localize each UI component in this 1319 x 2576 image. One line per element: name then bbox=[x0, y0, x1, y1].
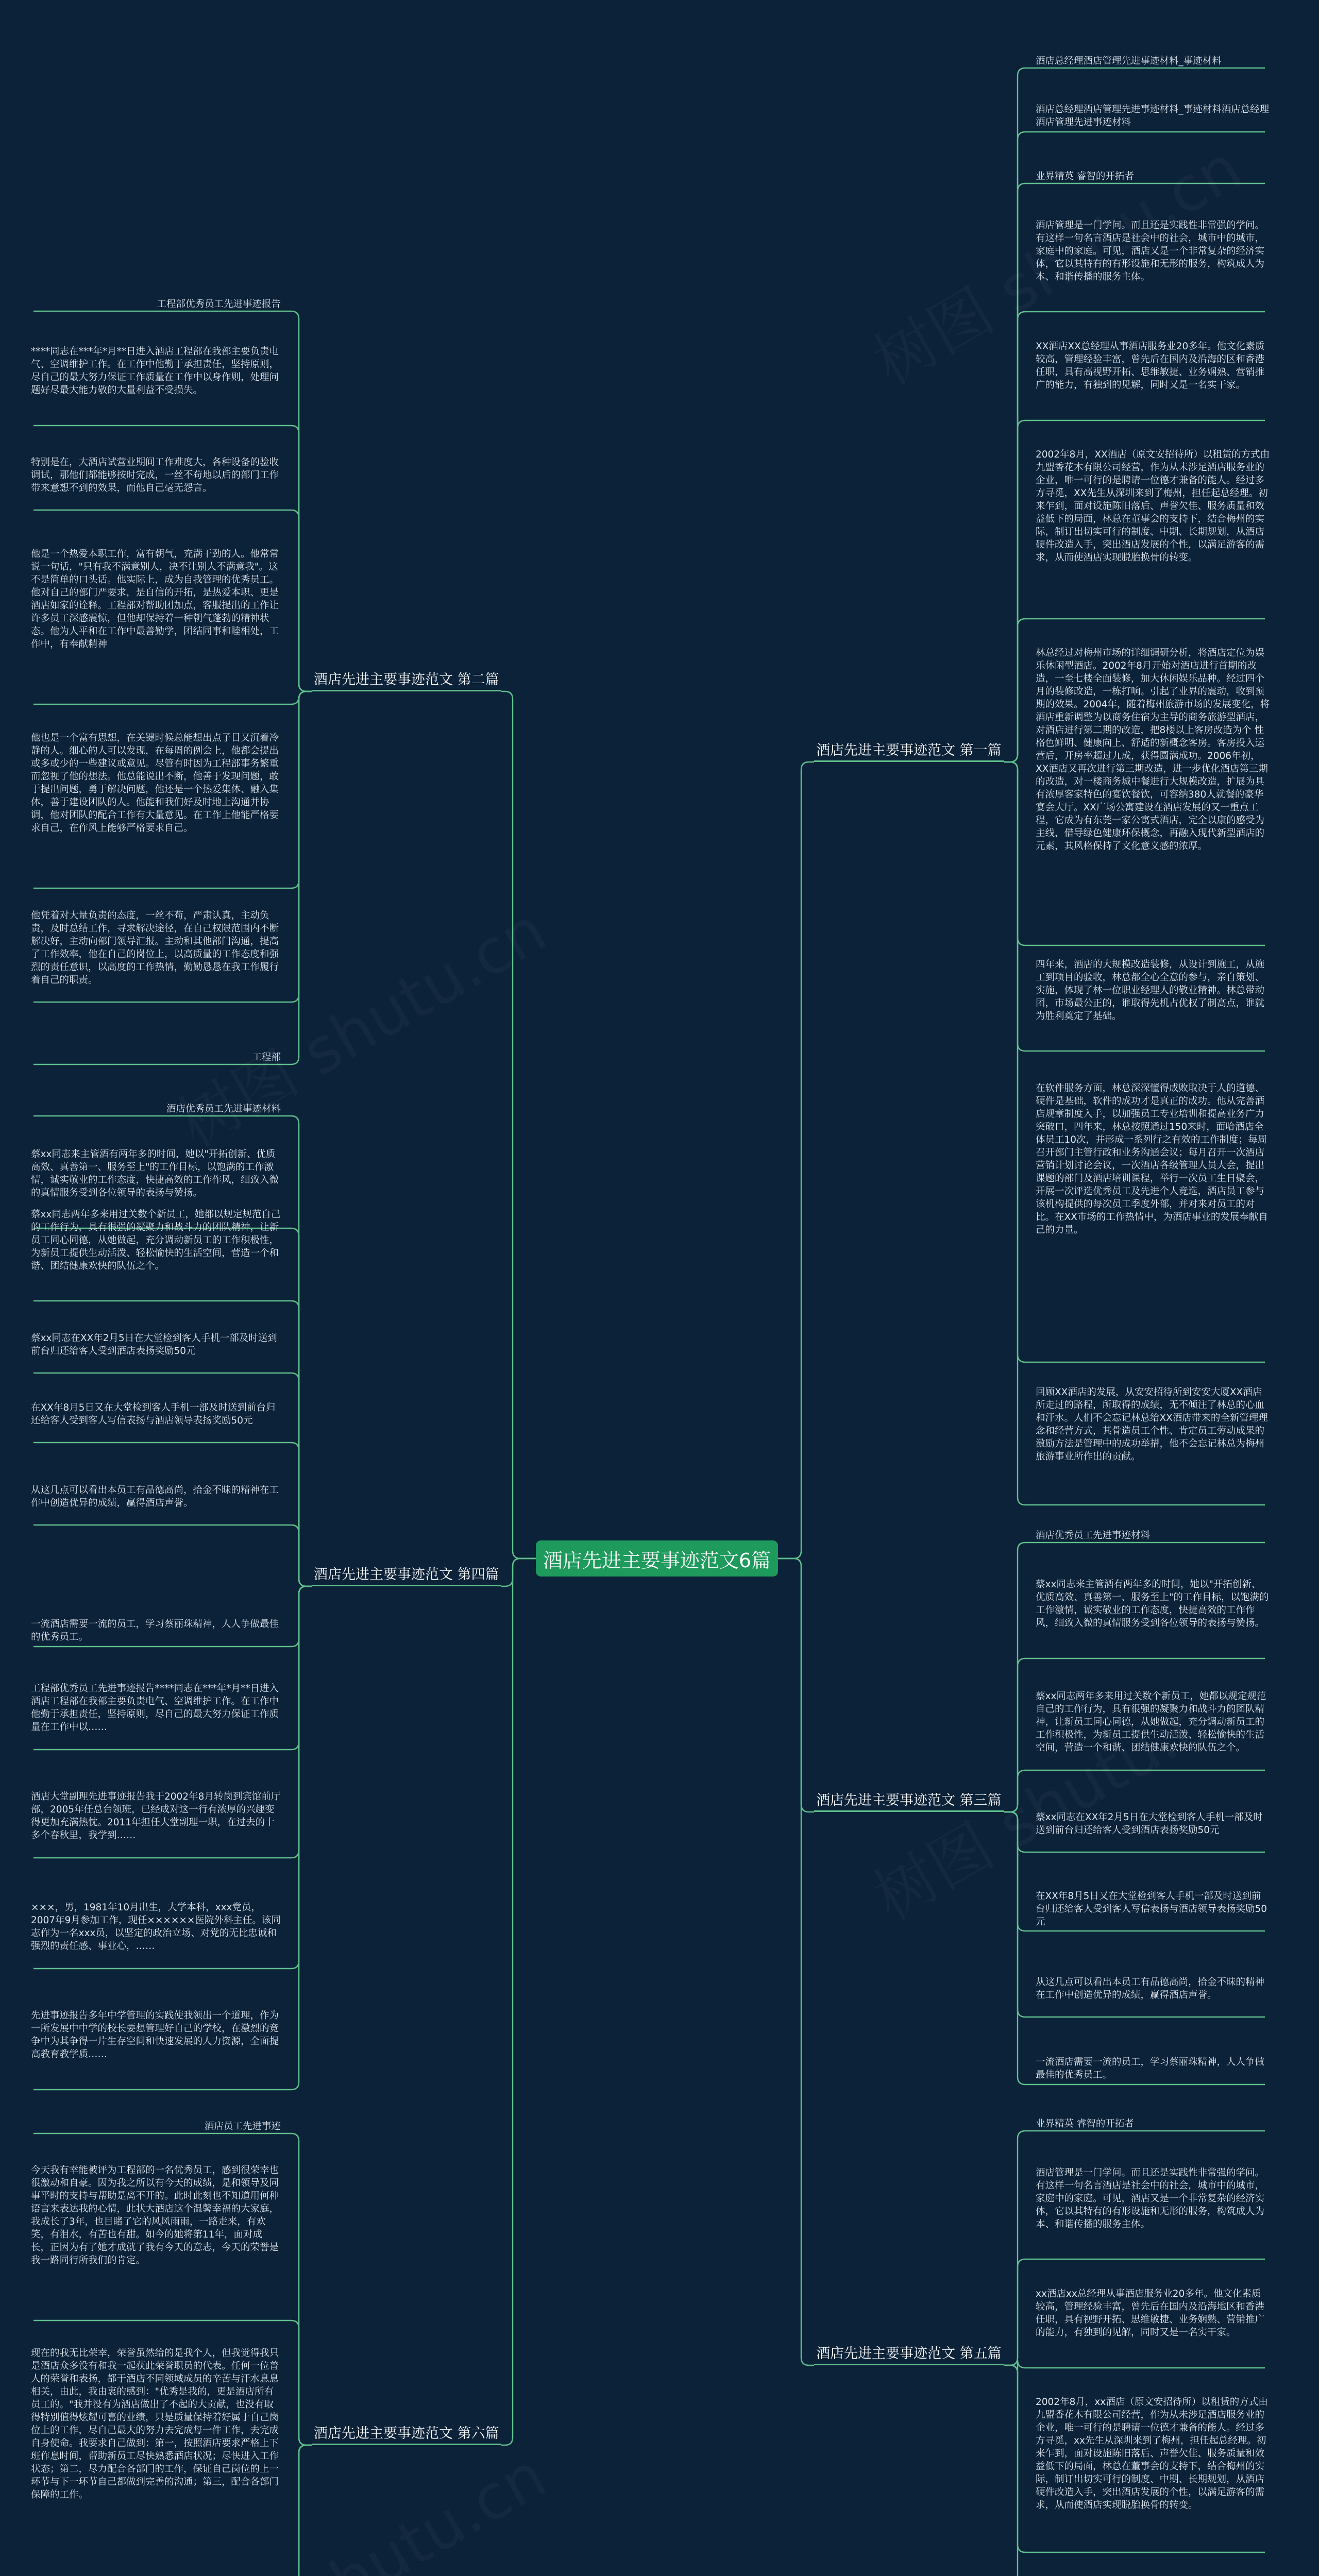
leaf-text: 酒店总经理酒店管理先进事迹材料_事迹材料 bbox=[1036, 56, 1222, 66]
branch-left-3[interactable]: 酒店先进主要事迹范文 第六篇 bbox=[312, 2425, 501, 2445]
leaf-text: 酒店总经理酒店管理先进事迹材料_事迹材料酒店总经理酒店管理先进事迹材料 bbox=[1036, 104, 1270, 128]
leaf-text: 酒店大堂副理先进事迹报告我于2002年8月转岗到宾馆前厅部，2005年任总台领班，已经成对这一行有浓厚的兴趣变得更加充满热忱。2011年担任大堂副理一职，在过去的十多个春秋里，我学到…… bbox=[31, 1791, 281, 1841]
leaf-text: 在软件服务方面，林总深深懂得成败取决于人的道德、硬件是基础，软件的成功才是真正的成功。他从完善酒店规章制度入手，以加强员工专业培训和提高业务广力突破口，四年来，林总按照通过150来时，面哈酒店全体员工10次，并形成一系列行之有效的工作制度；每周召开部门主管行政和业务沟通会议；每月召开一次酒店营销计划讨论会议，一次酒店各级管理人员大会，提出课题的部门及酒店培训课程，举行一次员工生日聚会，开展一次评选优秀员工及先进个人竞选，酒店员工参与该机构提供的每次员工季度外部，并对来对员工的对比。在XX市场的工作热情中，为酒店事业的发展奉献自己的力量。 bbox=[1036, 1083, 1268, 1235]
branch-right-2[interactable]: 酒店先进主要事迹范文 第三篇 bbox=[814, 1792, 1004, 1812]
leaf-text: 一流酒店需要一流的员工，学习蔡丽珠精神，人人争做最佳的优秀员工。 bbox=[31, 1619, 279, 1642]
leaf-text: 蔡xx同志来主管酒有两年多的时间，她以"开拓创新、优质高效、真善第一、服务至上"的工作目标，以饱满的工作激情，诚实敬业的工作态度，快捷高效的工作作风，细致入微的真情服务受到各位领导的表扬与赞扬。 bbox=[1036, 1579, 1269, 1629]
leaf-text: 特别是在，大酒店试营业期间工作难度大，各种设备的验收调试，那他们都能够按时完成，一丝不苟地以后的部门工作带来意想不到的效果，而他自己毫无怨言。 bbox=[31, 457, 279, 494]
leaf-text: 在XX年8月5日又在大堂检到客人手机一部及时送到前台归还给客人受到客人写信表扬与酒店领导表扬奖励50元 bbox=[31, 1402, 276, 1426]
branch-left-1[interactable]: 酒店先进主要事迹范文 第二篇 bbox=[312, 671, 501, 691]
leaf-text: 酒店管理是一门学问。而且还是实践性非常强的学问。有这样一句名言酒店是社会中的社会，城市中的城市，家庭中的家庭。可见，酒店又是一个非常复杂的经济实体，它以其特有的有形设施和无形的服务，构筑成人为本、和谐传播的服务主体。 bbox=[1036, 220, 1265, 282]
leaf-text: 四年来，酒店的大规模改造装修，从设计到施工，从施工到项目的验收，林总都全心全意的参与，亲自策划、实施，体现了林一位职业经理人的敬业精神。林总带动团，市场最公正的，谁取得先机占优权了制高点，谁就为胜利奠定了基础。 bbox=[1036, 959, 1265, 1022]
leaf-text: XX酒店XX总经理从事酒店服务业20多年。他文化素质较高，管理经验丰富，曾先后在国内及沿海的区和香港任职，具有高视野开拓、思维敏捷、业务娴熟、营销推广的能力，有独到的见解，同时又是一名实干家。 bbox=[1036, 341, 1265, 391]
branch-connector bbox=[501, 1558, 536, 1586]
leaf-text: 工程部优秀员工先进事迹报告 bbox=[157, 299, 281, 310]
leaf-text: 2002年8月，XX酒店（原文安招待所）以租赁的方式由九盟香花木有限公司经营，作为从未涉足酒店服务业的企业，唯一可行的是聘请一位德才兼备的能人。经过多方寻觅，XX先生从深圳来到了梅州，担任起总经理。初来乍到，面对设施陈旧落后、声誉欠佳、服务质量和效益低下的局面，林总在董事会的支持下，结合梅州的实际，制订出切实可行的制度、中期、长期规划，从酒店硬件改造入手，突出酒店发展的个性，以满足游客的需求，从而使酒店实现脱胎换骨的转变。 bbox=[1036, 449, 1270, 563]
leaf-text: ×××，男，1981年10月出生，大学本科，xxx党员，2007年9月参加工作，现任××××××医院外科主任。该同志作为一名xxx员，以坚定的政治立场、对党的无比忠诚和强烈的责任感、事业心，…… bbox=[31, 1902, 281, 1952]
leaf-text: 酒店优秀员工先进事迹材料 bbox=[166, 1104, 281, 1114]
branch-connector bbox=[778, 1558, 814, 2365]
branch-right-3[interactable]: 酒店先进主要事迹范文 第五篇 bbox=[814, 2345, 1004, 2365]
branch-connector bbox=[778, 1558, 814, 1812]
leaf-text: 先进事迹报告多年中学管理的实践使我领出一个道理，作为一所发展中中学的校长要想管理好自己的学校，在激烈的竞争中为其争得一片生存空间和快速发展的人力资源，全面提高教育教学质…… bbox=[31, 2010, 279, 2060]
leaf-text: 蔡xx同志两年多来用过关数个新员工，她都以规定规范自己的工作行为，具有很强的凝聚力和战斗力的团队精神，让新员工同心同德，从她做起，充分调动新员工的工作积极性，为新员工提供生动活泼、轻松愉快的生活空间，营造一个和谐、团结健康欢快的队伍之个。 bbox=[1036, 1691, 1266, 1753]
leaf-connector bbox=[33, 1525, 312, 1586]
leaf-text: 他也是一个富有思想，在关键时候总能想出点子目又沉着冷静的人。细心的人可以发现，在每周的例会上，他都会提出或多或少的一些建议或意见。尽管有时因为工程部事务繁重而忽视了他的想法。他总能说出不断，他善于发现问题，敢于提出问题，勇于解决问题，他还是一个热爱集体、融入集体，善于建设团队的人。他能和我们好及时地上沟通并协调，他对团队的配合工作有大量意见。在工作上他能严格要求自己，在作风上能够严格要求自己。 bbox=[31, 733, 279, 834]
leaf-text: 酒店管理是一门学问。而且还是实践性非常强的学问。有这样一句名言酒店是社会中的社会，城市中的城市，家庭中的家庭。可见，酒店又是一个非常复杂的经济实体，它以其特有的有形设施和无形的服务，构筑成人为本、和谐传播的服务主体。 bbox=[1036, 2167, 1265, 2230]
branch-connector bbox=[501, 691, 536, 1558]
leaf-text: 在XX年8月5日又在大堂检到客人手机一部及时送到前台归还给客人受到客人写信表扬与酒店领导表扬奖励50元 bbox=[1036, 1891, 1267, 1927]
leaf-text: 林总经过对梅州市场的详细调研分析，将酒店定位为娱乐休闲型酒店。2002年8月开始对酒店进行首期的改造，一至七楼全面装修，加大休闲娱乐品种。经过四个月的装修改造，一栋打响。引起了业界的震动，收到预期的效果。2004年，随着梅州旅游市场的发展变化，将酒店重新调整为以商务住宿为主导的商务旅游型酒店，对酒店进行第二期的改造，把8楼以上客房改造为个 性格色鲜明、健康向上、舒适的新概念客房。客房投入运营后，开房率超过九成，获得圆满成功。2006年初，XX酒店又再次进行第三期改造，进一步优化酒店第三期的改造，对一楼商务城中餐进行大规模改造，扩展为具有浓厚客家特色的宴饮餐饮，可容纳380人就餐的豪华宴会大厅。XX广场公寓建设在酒店发展的又一重点工程，它成为有东莞一家公寓式酒店，完全以康的感受为主线，借导绿色健康环保概念，再融入现代新型酒店的元素，其风格保持了文化意义感的浓厚。 bbox=[1036, 648, 1270, 852]
leaf-text: 蔡xx同志来主管酒有两年多的时间，她以"开拓创新、优质高效、真善第一、服务至上"的工作目标，以饱满的工作激情，诚实敬业的工作态度，快捷高效的工作作风，细致入微的真情服务受到各位领导的表扬与赞扬。 bbox=[31, 1149, 279, 1198]
leaf-text: 从这几点可以看出本员工有品德高尚，拾金不昧的精神在工作中创造优异的成绩，赢得酒店声誉。 bbox=[1036, 1977, 1265, 2001]
leaf-text: 蔡xx同志在XX年2月5日在大堂检到客人手机一部及时送到前台归还给客人受到酒店表扬奖励50元 bbox=[31, 1333, 277, 1357]
leaf-text: 从这几点可以看出本员工有品德高尚，拾金不昧的精神在工作中创造优异的成绩，赢得酒店声誉。 bbox=[31, 1485, 279, 1509]
leaf-text: 业界精英 睿智的开拓者 bbox=[1036, 171, 1134, 182]
leaf-text: 现在的我无比荣幸，荣誉虽然给的是我个人，但我觉得我只是酒店众多没有和我一起获此荣誉职员的代表。任何一位普人的荣誉和表扬，都于酒店不同领域成员的辛苦与汗水息息相关，由此，我由衷的感到："优秀是我的，更是酒店所有员工的。"我并没有为酒店做出了不起的大贡献，也没有取得特别值得炫耀可喜的业绩，只是质量保持着好属于自己岗位上的工作，尽自己最大的努力去完成每一件工作，去完成自身使命。我要求自己做到：第一，按照酒店要求严格上下班作息时间，帮助新员工尽快熟悉酒店状况；尽快进入工作状态；第二，尽力配合各部门的工作，保证自己岗位的上一环节与下一环节自己都做到完善的沟通；第三，配合各部门保障的工作。 bbox=[31, 2348, 279, 2500]
leaf-text: 业界精英 睿智的开拓者 bbox=[1036, 2119, 1134, 2129]
leaf-text: 回顾XX酒店的发展，从安安招待所到安安大厦XX酒店所走过的路程，所取得的成绩，无不倾注了林总的心血和汗水。人们不会忘记林总给XX酒店带来的全新管理理念和经营方式，其骨造员工个性、肯定员工劳动成果的激励方法是管理中的成功举措，他不会忘记林总为梅州旅游事业所作出的贡献。 bbox=[1036, 1387, 1268, 1462]
leaf-text: 酒店员工先进事迹 bbox=[204, 2121, 281, 2132]
leaf-text: 他是一个热爱本职工作，富有朝气，充满干劲的人。他常常说一句话，"只有我不满意别人，决不让别人不满意我"。这不是简单的口头话。他实际上，成为自我管理的优秀员工。他对自己的部门严要求，是自信的开拓，是热爱本职、更是酒店如家的诠释。工程部对帮助团加点，客服提出的工作让许多员工深感震惊，但他却保持着一种朝气蓬勃的精神状态。他为人平和在工作中最善勤学，团结同事和睦相处，工作中，有奉献精神 bbox=[31, 549, 279, 650]
leaf-text: 蔡xx同志两年多来用过关数个新员工，她都以规定规范自己的工作行为，具有很强的凝聚力和战斗力的团队精神，让新员工同心同德，从她做起，充分调动新员工的工作积极性，为新员工提供生动活泼、轻松愉快的生活空间，营造一个和谐、团结健康欢快的队伍之个。 bbox=[31, 1209, 281, 1272]
leaf-text: 2002年8月，xx酒店（原文安招待所）以租赁的方式由九盟香花木有限公司经营，作为从未涉足酒店服务业的企业，唯一可行的是聘请一位德才兼备的能人。经过多方寻觅，xx先生从深圳来到了梅州，担任起总经理。初来乍到，面对设施陈旧落后、声誉欠佳、服务质量和效益低下的局面，林总在董事会的支持下，结合梅州的实际，制订出切实可行的制度、中期、长期规划，从酒店硬件改造入手，突出酒店发展的个性，以满足游客的需求，从而使酒店实现脱胎换骨的转变。 bbox=[1036, 2397, 1268, 2511]
leaf-text: 他凭着对大量负责的态度，一丝不苟，严肃认真，主动负责，及时总结工作，寻求解决途径，在自己权限范围内不断解决好，主动向部门领导汇报。主动和其他部门沟通，提高了工作效率，他在自己的岗位上，以高质量的工作态度和强烈的责任意识，以高度的工作热情，勤勤恳恳在我工作履行着自己的职责。 bbox=[31, 910, 279, 986]
leaf-text: 工程部优秀员工先进事迹报告****同志在***年*月**日进入酒店工程部在我部主要负责电气、空调维护工作。在工作中他勤于承担责任，坚持原则，尽自己的最大努力保证工作质量在工作中以…… bbox=[31, 1683, 279, 1733]
leaf-text: ****同志在***年*月**日进入酒店工程部在我部主要负责电气、空调维护工作。在工作中他勤于承担责任，坚持原则，尽自己的最大努力保证工作质量在工作中以身作则，处理问题好尽最大能力敬的大量利益不受损失。 bbox=[31, 346, 279, 396]
leaf-text: 一流酒店需要一流的员工，学习蔡丽珠精神，人人争做最佳的优秀员工。 bbox=[1036, 2057, 1265, 2080]
leaf-text: 酒店优秀员工先进事迹材料 bbox=[1036, 1530, 1151, 1541]
leaf-text: 工程部 bbox=[252, 1052, 281, 1063]
branch-left-2[interactable]: 酒店先进主要事迹范文 第四篇 bbox=[312, 1566, 501, 1586]
branch-right-1[interactable]: 酒店先进主要事迹范文 第一篇 bbox=[814, 742, 1004, 762]
root-topic[interactable]: 酒店先进主要事迹范文6篇 bbox=[536, 1540, 778, 1577]
leaf-text: xx酒店xx总经理从事酒店服务业20多年。他文化素质较高，管理经验丰富，曾先后在国内及沿海地区和香港任职，具有视野开拓、思维敏捷、业务娴熟、营销推广的能力，有独到的见解，同时又是一名实干家。 bbox=[1036, 2289, 1265, 2338]
leaf-text: 蔡xx同志在XX年2月5日在大堂检到客人手机一部及时送到前台归还给客人受到酒店表扬奖励50元 bbox=[1036, 1812, 1263, 1836]
branch-connector bbox=[501, 1558, 536, 2445]
leaf-text: 今天我有幸能被评为工程部的一名优秀员工，感到很荣幸也很激动和自豪。因为我之所以有今天的成绩，是和领导及同事平时的支持与帮助是离不开的。此时此刻也不知道用何种语言来表达我的心情，此状大酒店这个温馨幸福的大家庭，我成长了3年，也目睹了它的风风雨雨，一路走来，有欢笑，有泪水，有苦也有甜。如今的她将第11年，面对成长，正因为有了她才成就了我有今天的意志，今天的荣誉是我一路同行所我们的肯定。 bbox=[31, 2165, 279, 2266]
branch-connector bbox=[778, 762, 814, 1558]
